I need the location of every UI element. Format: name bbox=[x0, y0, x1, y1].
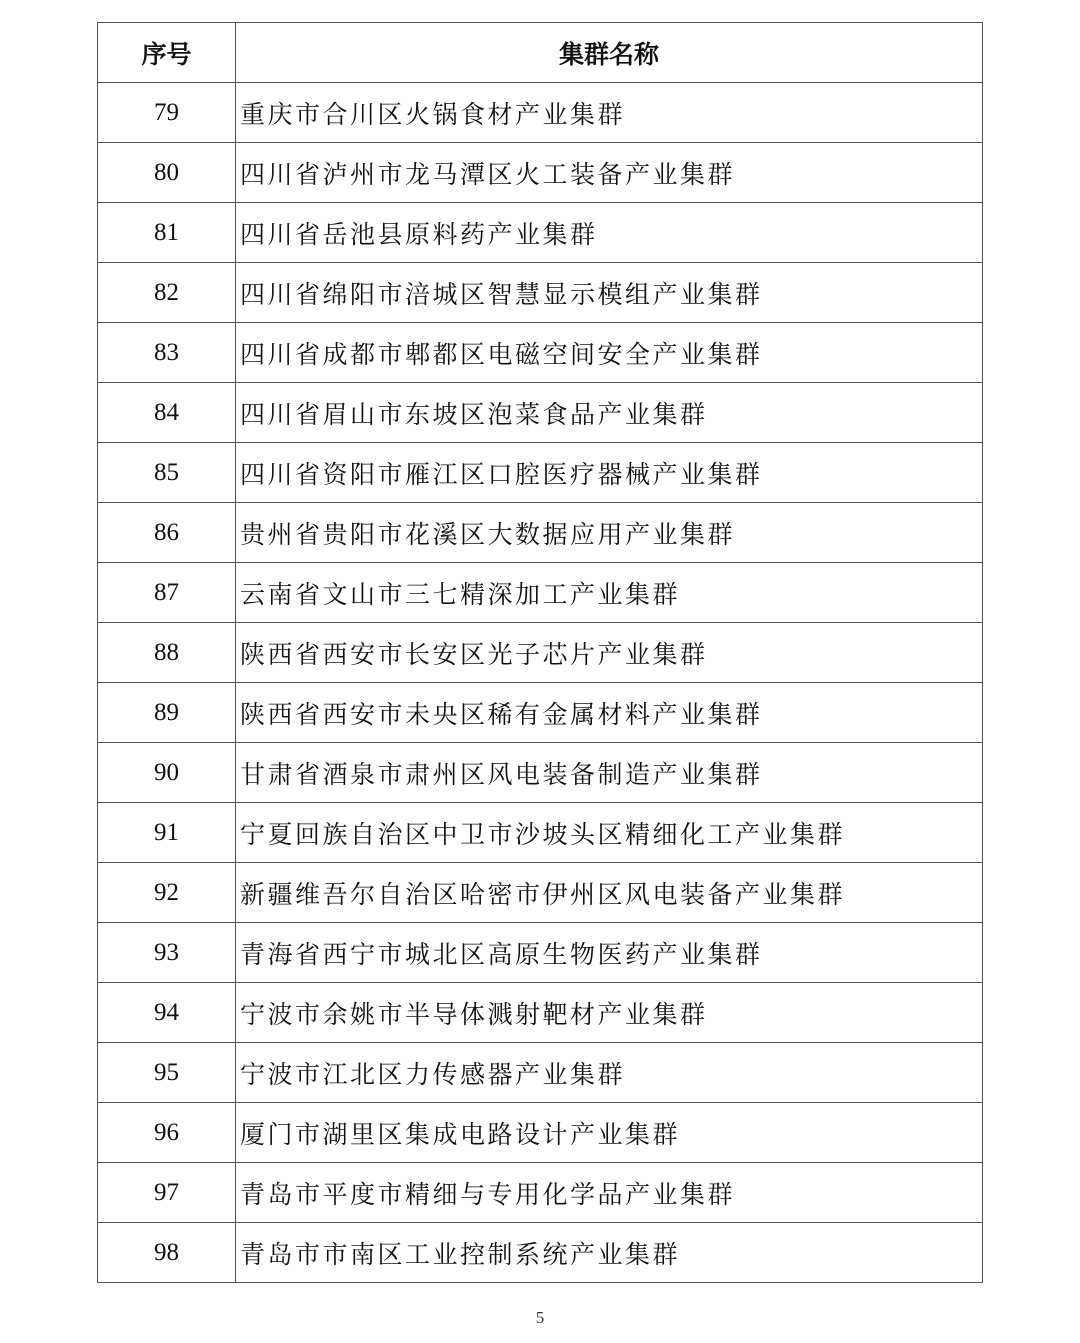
row-cluster-name: 陕西省西安市长安区光子芯片产业集群 bbox=[236, 623, 983, 683]
header-cluster-name: 集群名称 bbox=[236, 23, 983, 83]
table-header-row bbox=[98, 23, 983, 83]
table-body bbox=[98, 83, 983, 1283]
row-number: 86 bbox=[98, 503, 236, 563]
row-cluster-name: 宁波市余姚市半导体溅射靶材产业集群 bbox=[236, 983, 983, 1043]
row-cluster-name: 云南省文山市三七精深加工产业集群 bbox=[236, 563, 983, 623]
row-cluster-name: 宁夏回族自治区中卫市沙坡头区精细化工产业集群 bbox=[236, 803, 983, 863]
row-cluster-name: 四川省岳池县原料药产业集群 bbox=[236, 203, 983, 263]
row-cluster-name: 青海省西宁市城北区高原生物医药产业集群 bbox=[236, 923, 983, 983]
row-number: 83 bbox=[98, 323, 236, 383]
row-number: 92 bbox=[98, 863, 236, 923]
row-cluster-name: 厦门市湖里区集成电路设计产业集群 bbox=[236, 1103, 983, 1163]
row-cluster-name: 四川省资阳市雁江区口腔医疗器械产业集群 bbox=[236, 443, 983, 503]
row-number: 94 bbox=[98, 983, 236, 1043]
row-number: 82 bbox=[98, 263, 236, 323]
row-cluster-name: 甘肃省酒泉市肃州区风电装备制造产业集群 bbox=[236, 743, 983, 803]
table-row bbox=[98, 323, 983, 383]
row-number: 98 bbox=[98, 1223, 236, 1283]
table-row bbox=[98, 743, 983, 803]
row-number: 79 bbox=[98, 83, 236, 143]
row-cluster-name: 新疆维吾尔自治区哈密市伊州区风电装备产业集群 bbox=[236, 863, 983, 923]
row-number: 88 bbox=[98, 623, 236, 683]
table-row bbox=[98, 263, 983, 323]
row-cluster-name: 四川省成都市郫都区电磁空间安全产业集群 bbox=[236, 323, 983, 383]
table-row bbox=[98, 623, 983, 683]
row-cluster-name: 青岛市市南区工业控制系统产业集群 bbox=[236, 1223, 983, 1283]
header-number: 序号 bbox=[98, 23, 236, 83]
table-row bbox=[98, 383, 983, 443]
table-row bbox=[98, 863, 983, 923]
table-row bbox=[98, 83, 983, 143]
table-row bbox=[98, 203, 983, 263]
row-number: 97 bbox=[98, 1163, 236, 1223]
row-number: 91 bbox=[98, 803, 236, 863]
table-row bbox=[98, 143, 983, 203]
table-row bbox=[98, 563, 983, 623]
table-row bbox=[98, 443, 983, 503]
table-row bbox=[98, 503, 983, 563]
row-number: 87 bbox=[98, 563, 236, 623]
row-cluster-name: 四川省绵阳市涪城区智慧显示模组产业集群 bbox=[236, 263, 983, 323]
table-row bbox=[98, 803, 983, 863]
table-row bbox=[98, 1223, 983, 1283]
row-cluster-name: 陕西省西安市未央区稀有金属材料产业集群 bbox=[236, 683, 983, 743]
table-row bbox=[98, 1103, 983, 1163]
table-row bbox=[98, 683, 983, 743]
row-number: 89 bbox=[98, 683, 236, 743]
table-row bbox=[98, 923, 983, 983]
table-row bbox=[98, 1043, 983, 1103]
row-cluster-name: 贵州省贵阳市花溪区大数据应用产业集群 bbox=[236, 503, 983, 563]
row-cluster-name: 青岛市平度市精细与专用化学品产业集群 bbox=[236, 1163, 983, 1223]
row-cluster-name: 重庆市合川区火锅食材产业集群 bbox=[236, 83, 983, 143]
table-row bbox=[98, 1163, 983, 1223]
row-number: 95 bbox=[98, 1043, 236, 1103]
row-cluster-name: 四川省泸州市龙马潭区火工装备产业集群 bbox=[236, 143, 983, 203]
row-number: 96 bbox=[98, 1103, 236, 1163]
cluster-table bbox=[97, 22, 983, 1283]
page-number: 5 bbox=[535, 1308, 545, 1327]
row-number: 85 bbox=[98, 443, 236, 503]
row-number: 84 bbox=[98, 383, 236, 443]
row-number: 80 bbox=[98, 143, 236, 203]
row-cluster-name: 四川省眉山市东坡区泡菜食品产业集群 bbox=[236, 383, 983, 443]
table-row bbox=[98, 983, 983, 1043]
row-number: 90 bbox=[98, 743, 236, 803]
row-number: 81 bbox=[98, 203, 236, 263]
row-cluster-name: 宁波市江北区力传感器产业集群 bbox=[236, 1043, 983, 1103]
row-number: 93 bbox=[98, 923, 236, 983]
